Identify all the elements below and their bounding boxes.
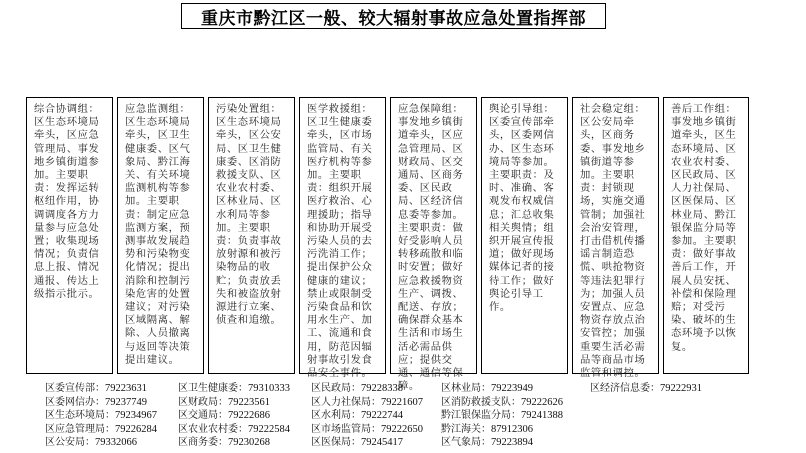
group-comprehensive-coordination: 综合协调组：区生态环境局牵头，区应急管理局、事发地乡镇街道参加。主要职责：发挥运转枢纽作用，协调调度各方力量参与应急处置；收集现场情况；负责信息上报、情况通报、传达上级指示批示。 [26, 97, 113, 374]
contact-entry: 黔江银保监分局：79241388 [441, 410, 563, 421]
contact-entry: 区民政局：79228338 [311, 383, 403, 394]
group-emergency-support: 应急保障组：事发地乡镇街道牵头，区应急管理局、区财政局、区交通局、区商务委、区民政局、区经济信息委等参加。主要职责：做好受影响人员转移疏散和临时安置；做好应急救援物资生产、调拨、配送、存放；确保群众基本生活和市场生活必需品供应；提供交通、通信等保障。 [390, 97, 477, 374]
group-pollution-disposal: 污染处置组：区生态环境局牵头，区公安局、区卫生健康委、区消防救援支队、区农业农村委、区林业局、区水利局等参加。主要职责：负责事故放射源和被污染物品的收贮；负责放丢失和被盗放射源进行立案、侦查和追缴。 [208, 97, 295, 374]
contact-entry: 区公安局：79332066 [45, 437, 137, 448]
group-medical-rescue: 医学救援组：区卫生健康委牵头，区市场监管局、有关医疗机构等参加。主要职责：组织开展医疗救治、心理援助；指导和协助开展受污染人员的去污洗消工作；提出保护公众健康的建议；禁止或限制受污染食品和饮用水生产、加工、流通和食用，防范因辐射事故引发食品安全事件。 [299, 97, 386, 374]
contact-column-1 [45, 382, 157, 450]
contact-entry: 区商务委：79230268 [178, 437, 270, 448]
contact-entry: 黔江海关：87912306 [441, 423, 533, 435]
contact-entry: 区市场监管局：79222650 [311, 423, 423, 435]
contact-entry: 区卫生健康委：79310333 [178, 383, 290, 394]
group-emergency-monitoring: 应急监测组：区生态环境局牵头，区卫生健康委、区气象局、黔江海关、有关环境监测机构等参加。主要职责：制定应急监测方案，预测事故发展趋势和污染物变化情况；提出消除和控制污染危害的处置建议；对污染区域隔离、解除、人员撤离与返回等决策提出建议。 [117, 97, 204, 374]
contact-entry: 区应急管理局：79226284 [45, 423, 157, 435]
contact-entry: 区医保局：79245417 [311, 437, 403, 448]
group-social-stability: 社会稳定组：区公安局牵头，区商务委、事发地乡镇街道等参加。主要职责：封锁现场，实施交通管制；加强社会治安管理，打击借机传播谣言制造恐慌、哄抢物资等违法犯罪行为；加强人员安置点、应急物资存放点治安管控；加强重要生活必需品等商品市场监管和调控。 [572, 97, 659, 374]
contact-entry: 区人力社保局：79221607 [311, 396, 423, 408]
contact-entry: 区水利局：79222744 [311, 410, 403, 421]
contact-entry: 区委宣传部：79223631 [45, 383, 147, 394]
contact-entry: 区气象局：79223894 [441, 437, 533, 448]
contact-entry: 区消防救援支队：79222626 [441, 396, 563, 408]
contact-entry: 区委网信办：79237749 [45, 396, 147, 408]
contact-entry: 区财政局：79223561 [178, 396, 270, 408]
page-title: 重庆市黔江区一般、较大辐射事故应急处置指挥部 [181, 3, 606, 29]
contact-column-3 [311, 382, 423, 450]
contact-column-5 [590, 382, 702, 396]
contact-column-4 [441, 382, 563, 450]
group-aftermath-work: 善后工作组：事发地乡镇街道牵头，区生态环境局、区农业农村委、区民政局、区人力社保局、区医保局、区林业局、黔江银保监分局等参加。主要职责：做好事故善后工作，开展人员安抚、补偿和保险理赔；对受污染、破坏的生态环境予以恢复。 [663, 97, 749, 374]
contact-entry: 区经济信息委：79222931 [590, 383, 702, 394]
contact-entry: 区林业局：79223949 [441, 383, 533, 394]
contact-entry: 区交通局：79222686 [178, 410, 270, 421]
contact-column-2 [178, 382, 290, 450]
contact-entry: 区农业农村委：79222584 [178, 423, 290, 435]
contact-entry: 区生态环境局：79234967 [45, 410, 157, 421]
group-public-opinion: 舆论引导组：区委宣传部牵头，区委网信办、区生态环境局等参加。主要职责：及时、准确、客观发布权威信息；汇总收集相关舆情；组织开展宣传报道；做好现场媒体记者的接待工作；做好舆论引导工作。 [481, 97, 568, 374]
